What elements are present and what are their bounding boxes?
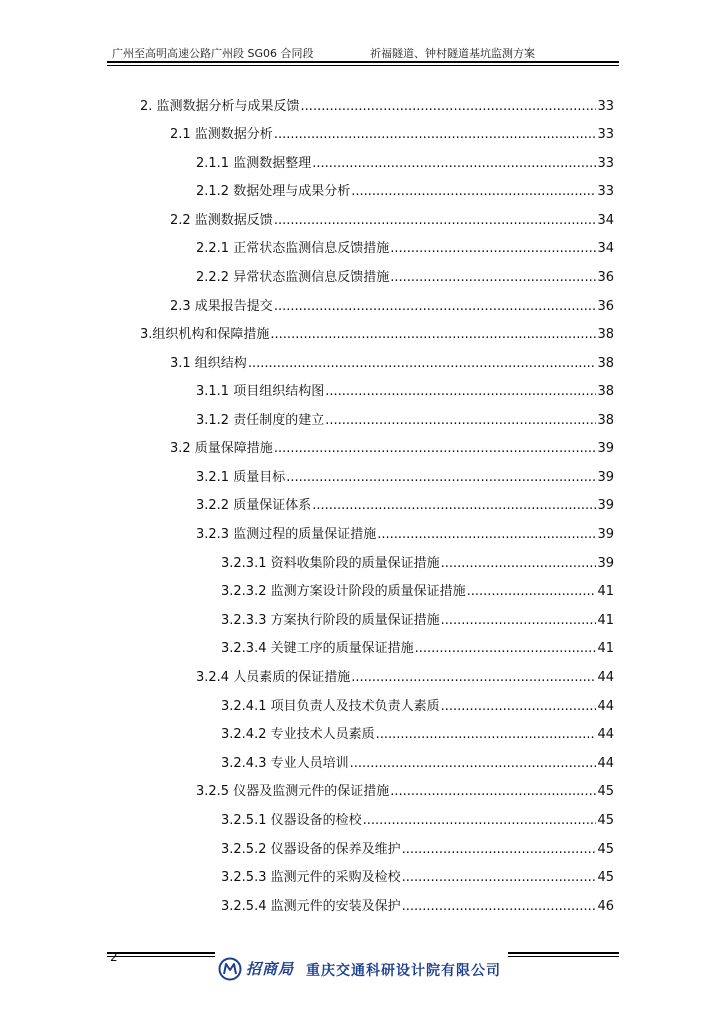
toc-entry-title: 2.2.1 正常状态监测信息反馈措施 <box>196 241 390 256</box>
toc-entry[interactable] <box>221 610 614 632</box>
toc-leader <box>248 353 597 375</box>
toc-entry-page: 36 <box>597 299 614 314</box>
toc-leader <box>312 495 596 517</box>
toc-entry[interactable] <box>140 96 614 118</box>
toc-entry[interactable] <box>221 810 614 832</box>
toc-entry-title: 3.2.4.1 项目负责人及技术负责人素质 <box>221 699 440 714</box>
footer-divider-left <box>107 952 215 954</box>
toc-entry-page: 39 <box>597 498 614 513</box>
toc-entry-title: 3.2.5 仪器及监测元件的保证措施 <box>196 784 390 799</box>
toc-entry-page: 39 <box>597 556 614 571</box>
footer-divider-right-thin <box>508 956 619 957</box>
toc-leader <box>325 410 596 432</box>
toc-entry-title: 3.2.5.3 监测元件的采购及检校 <box>221 870 401 885</box>
toc-entry-title: 2.1 监测数据分析 <box>170 127 273 142</box>
toc-entry-title: 3.2.3 监测过程的质量保证措施 <box>196 527 377 542</box>
toc-entry-title: 3.2.5.4 监测元件的安装及保护 <box>221 899 401 914</box>
footer-divider-left-thin <box>107 956 215 957</box>
header-divider-thick <box>107 61 619 63</box>
toc-entry-title: 3.1 组织结构 <box>170 356 247 371</box>
header-project-title: 广州至高明高速公路广州段 SG06 合同段 <box>112 47 314 60</box>
toc-leader <box>390 238 596 260</box>
toc-entry[interactable] <box>221 753 614 775</box>
toc-entry[interactable] <box>170 124 614 146</box>
toc-entry-page: 38 <box>597 327 614 342</box>
page-number: 2 <box>110 950 118 964</box>
toc-entry-title: 2.2.2 异常状态监测信息反馈措施 <box>196 270 390 285</box>
toc-leader <box>274 124 597 146</box>
toc-entry-page: 34 <box>597 213 614 228</box>
toc-entry-page: 36 <box>597 270 614 285</box>
toc-entry-title: 3.2.3.3 方案执行阶段的质量保证措施 <box>221 613 440 628</box>
toc-entry[interactable] <box>221 839 614 861</box>
toc-entry-title: 2.3 成果报告提交 <box>170 299 273 314</box>
toc-entry-title: 3.2.1 质量目标 <box>196 470 286 485</box>
footer-brand: 招商局 <box>246 960 295 978</box>
toc-entry[interactable] <box>196 667 614 689</box>
toc-entry[interactable] <box>221 638 614 660</box>
toc-entry[interactable] <box>196 781 614 803</box>
toc-entry-title: 3.2.3.4 关键工序的质量保证措施 <box>221 641 414 656</box>
toc-leader <box>441 696 597 718</box>
toc-entry-page: 41 <box>597 641 614 656</box>
toc-leader <box>274 210 597 232</box>
toc-leader <box>390 267 596 289</box>
toc-entry[interactable] <box>196 495 614 517</box>
toc-entry-page: 44 <box>597 670 614 685</box>
toc-entry-title: 3.2.3.2 监测方案设计阶段的质量保证措施 <box>221 584 466 599</box>
toc-entry[interactable] <box>170 353 614 375</box>
toc-entry[interactable] <box>196 267 614 289</box>
toc-leader <box>301 96 597 118</box>
toc-entry-page: 45 <box>597 784 614 799</box>
toc-leader <box>286 467 596 489</box>
toc-entry[interactable] <box>196 381 614 403</box>
toc-leader <box>467 581 597 603</box>
toc-entry-page: 38 <box>597 356 614 371</box>
toc-entry-title: 3.2.4 人员素质的保证措施 <box>196 670 351 685</box>
toc-entry-page: 44 <box>597 727 614 742</box>
toc-entry-page: 45 <box>597 813 614 828</box>
toc-entry[interactable] <box>196 238 614 260</box>
toc-entry-page: 33 <box>597 156 614 171</box>
toc-entry[interactable] <box>196 467 614 489</box>
toc-entry[interactable] <box>221 696 614 718</box>
toc-entry-page: 45 <box>597 842 614 857</box>
toc-entry-page: 39 <box>597 441 614 456</box>
toc-leader <box>351 667 596 689</box>
toc-leader <box>415 638 597 660</box>
header-divider-thin <box>107 65 619 66</box>
toc-leader <box>363 810 597 832</box>
toc-entry-title: 2.1.2 数据处理与成果分析 <box>196 184 351 199</box>
toc-entry-page: 39 <box>597 470 614 485</box>
toc-entry-title: 3.2.5.1 仪器设备的检校 <box>221 813 362 828</box>
toc-entry-page: 38 <box>597 384 614 399</box>
toc-entry-title: 2. 监测数据分析与成果反馈 <box>140 99 300 114</box>
toc-entry-title: 3.1.1 项目组织结构图 <box>196 384 325 399</box>
toc-entry[interactable] <box>221 867 614 889</box>
toc-leader <box>390 781 596 803</box>
toc-leader <box>376 724 597 746</box>
toc-leader <box>312 153 596 175</box>
toc-entry-page: 33 <box>597 127 614 142</box>
toc-leader <box>325 381 596 403</box>
toc-leader <box>402 839 597 861</box>
toc-entry-title: 3.2.2 质量保证体系 <box>196 498 312 513</box>
toc-leader <box>377 524 596 546</box>
toc-entry-page: 33 <box>597 184 614 199</box>
company-logo-icon <box>218 957 242 981</box>
toc-leader <box>402 896 597 918</box>
toc-entry[interactable] <box>196 410 614 432</box>
toc-leader <box>441 553 597 575</box>
footer-company-name: 重庆交通科研设计院有限公司 <box>306 963 501 979</box>
toc-entry-page: 41 <box>597 613 614 628</box>
toc-entry-page: 44 <box>597 756 614 771</box>
toc-entry-title: 3.2.4.3 专业人员培训 <box>221 756 349 771</box>
toc-entry-page: 45 <box>597 870 614 885</box>
toc-entry[interactable] <box>221 724 614 746</box>
toc-leader <box>351 181 596 203</box>
toc-leader <box>274 438 597 460</box>
toc-entry-title: 3.2 质量保障措施 <box>170 441 273 456</box>
toc-entry-title: 3.2.5.2 仪器设备的保养及维护 <box>221 842 401 857</box>
toc-entry[interactable] <box>196 524 614 546</box>
toc-entry[interactable] <box>221 581 614 603</box>
toc-entry-title: 3.1.2 责任制度的建立 <box>196 413 325 428</box>
toc-entry-title: 3.组织机构和保障措施 <box>140 327 270 342</box>
toc-leader <box>350 753 597 775</box>
toc-entry-page: 46 <box>597 899 614 914</box>
toc-entry-page: 34 <box>597 241 614 256</box>
toc-entry[interactable] <box>221 553 614 575</box>
toc-leader <box>402 867 597 889</box>
toc-entry-title: 2.2 监测数据反馈 <box>170 213 273 228</box>
toc-entry[interactable] <box>196 181 614 203</box>
toc-leader <box>270 324 596 346</box>
toc-entry[interactable] <box>170 438 614 460</box>
toc-entry[interactable] <box>170 210 614 232</box>
toc-entry-page: 41 <box>597 584 614 599</box>
toc-entry[interactable] <box>221 896 614 918</box>
toc-entry-page: 33 <box>597 99 614 114</box>
toc-entry[interactable] <box>196 153 614 175</box>
toc-entry-page: 39 <box>597 527 614 542</box>
toc-entry-title: 2.1.1 监测数据整理 <box>196 156 312 171</box>
toc-entry-page: 38 <box>597 413 614 428</box>
toc-leader <box>441 610 597 632</box>
footer-divider-right <box>508 952 619 954</box>
header-document-title: 祈福隧道、钟村隧道基坑监测方案 <box>370 47 535 60</box>
toc-entry[interactable] <box>140 324 614 346</box>
toc-leader <box>274 296 597 318</box>
toc-entry-title: 3.2.4.2 专业技术人员素质 <box>221 727 375 742</box>
toc-entry-title: 3.2.3.1 资料收集阶段的质量保证措施 <box>221 556 440 571</box>
toc-entry[interactable] <box>170 296 614 318</box>
toc-entry-page: 44 <box>597 699 614 714</box>
